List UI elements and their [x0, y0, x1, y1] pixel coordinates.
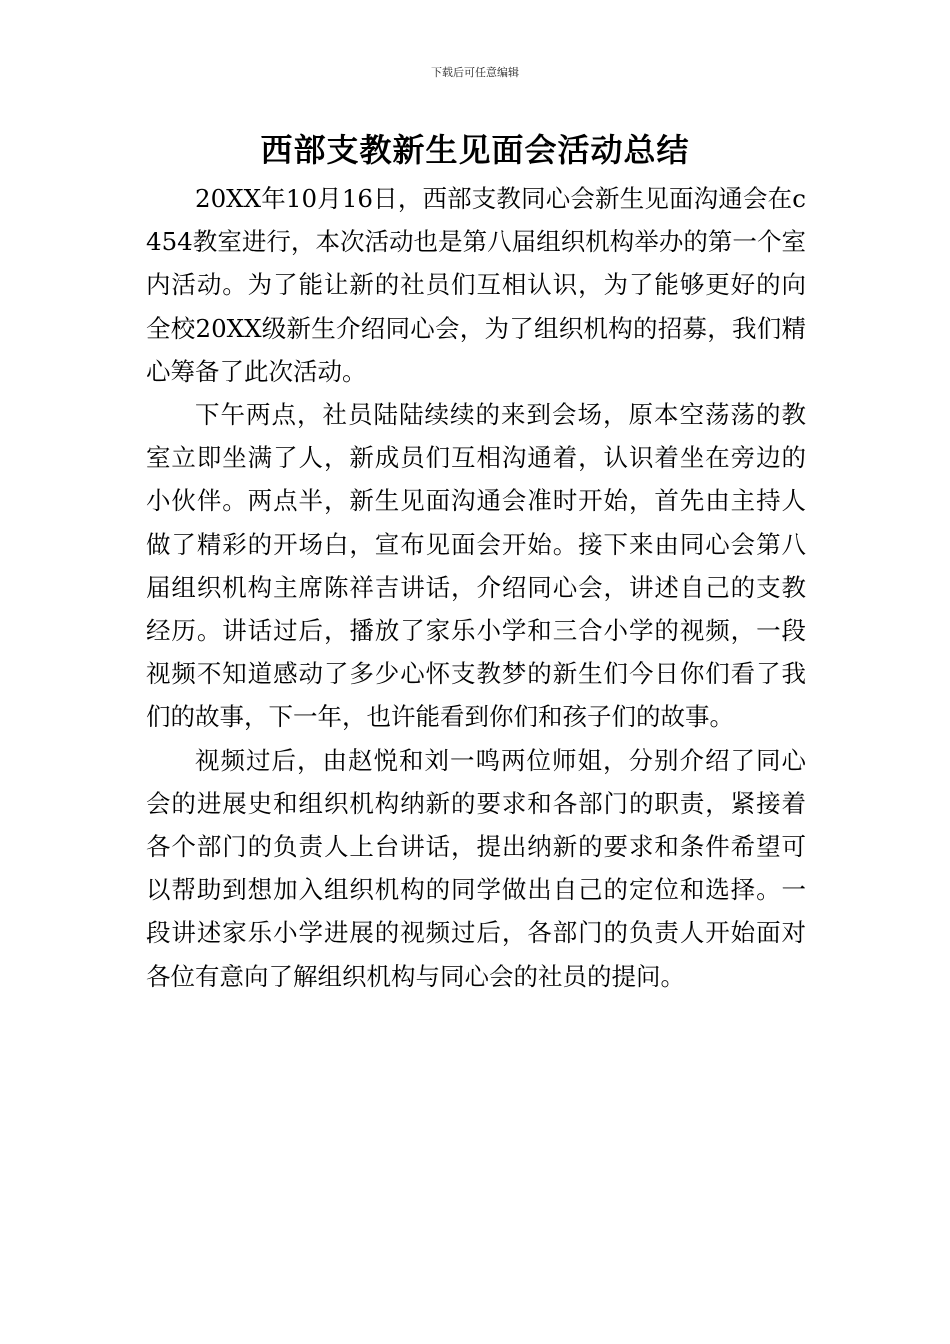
header-note: 下载后可任意编辑 [431, 66, 519, 79]
paragraph-1: 20XX年10月16日，西部支教同心会新生见面沟通会在c454教室进行，本次活动也是第八届组织机构举办的第一个室内活动。为了能让新的社员们互相认识，为了能够更好的向全校20XX级新生介绍同心会，为了组织机构的招募，我们精心筹备了此次活动。 [146, 184, 806, 386]
document-title: 西部支教新生见面会活动总结 [260, 131, 690, 169]
paragraph-2: 下午两点，社员陆陆续续的来到会场，原本空荡荡的教室立即坐满了人，新成员们互相沟通着，认识着坐在旁边的小伙伴。两点半，新生见面沟通会准时开始，首先由主持人做了精彩的开场白，宣布见面会开始。接下来由同心会第八届组织机构主席陈祥吉讲话，介绍同心会，讲述自己的支教经历。讲话过后，播放了家乐小学和三合小学的视频，一段视频不知道感动了多少心怀支教梦的新生们今日你们看了我们的故事，下一年，也许能看到你们和孩子们的故事。 [146, 400, 806, 732]
paragraph-3: 视频过后，由赵悦和刘一鸣两位师姐，分别介绍了同心会的进展史和组织机构纳新的要求和各部门的职责，紧接着各个部门的负责人上台讲话，提出纳新的要求和条件希望可以帮助到想加入组织机构的同学做出自己的定位和选择。一段讲述家乐小学进展的视频过后，各部门的负责人开始面对各位有意向了解组织机构与同心会的社员的提问。 [146, 745, 806, 991]
document-body [146, 177, 806, 998]
